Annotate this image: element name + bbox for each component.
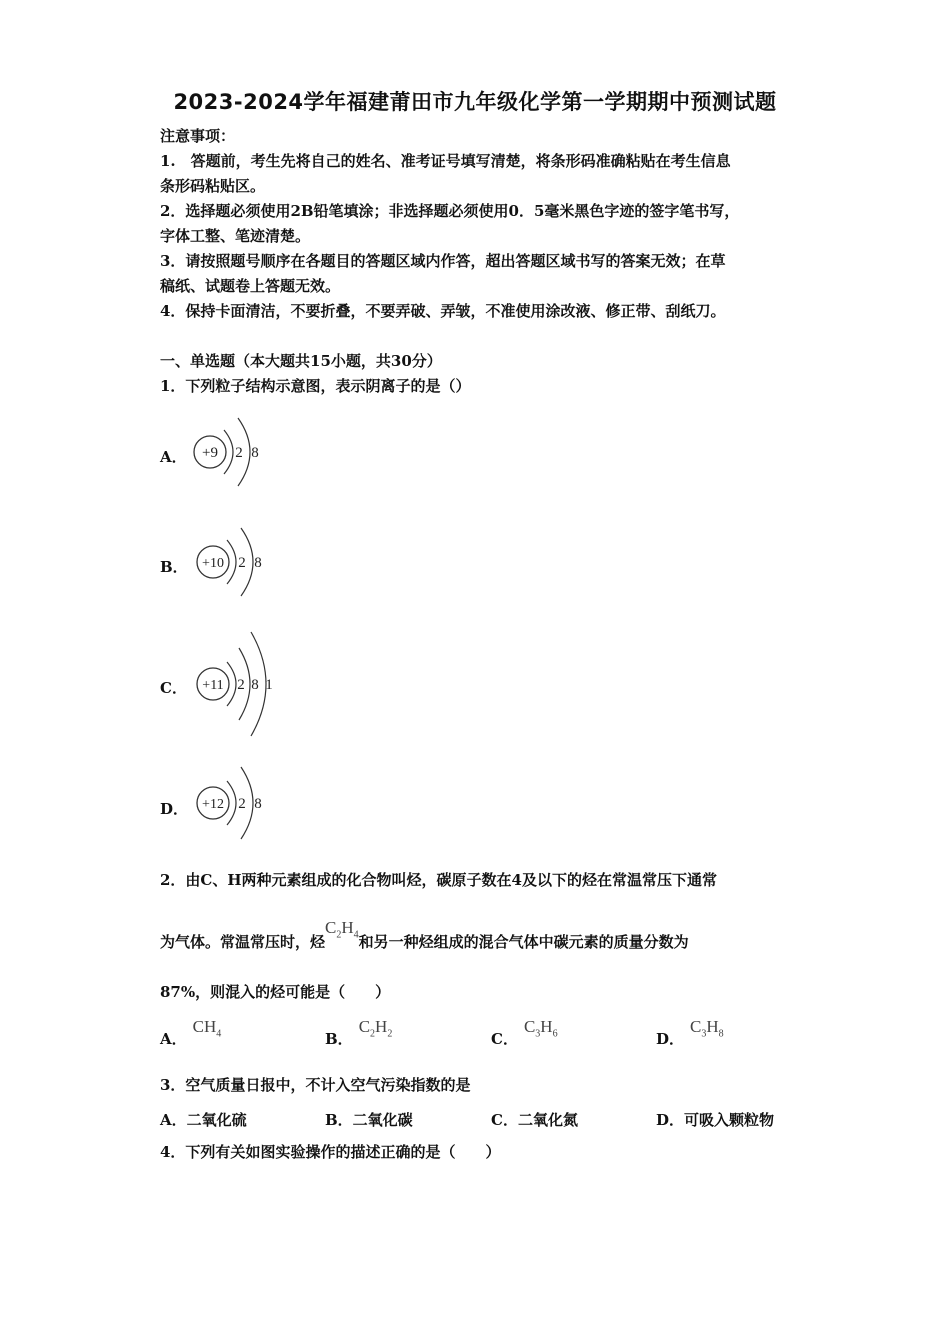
q3-option-a: A．二氧化硫 — [160, 1111, 247, 1129]
q3-option-b: B．二氧化碳 — [325, 1111, 413, 1129]
shell-3-electrons: 1 — [265, 677, 273, 693]
notice-line-7: 4．保持卡面清洁，不要折叠，不要弄破、弄皱，不准使用涂改液、修正带、刮纸刀。 — [160, 302, 726, 320]
shell-2-electrons: 8 — [251, 677, 259, 693]
question-2-line-3: 87%，则混入的烃可能是（ ） — [160, 983, 391, 1001]
notice-line-2: 条形码粘贴区。 — [160, 177, 266, 195]
question-3-stem: 3．空气质量日报中，不计入空气污染指数的是 — [160, 1076, 471, 1094]
page-title: 2023-2024学年福建莆田市九年级化学第一学期期中预测试题 — [173, 90, 777, 114]
shell-2-electrons: 8 — [254, 555, 262, 571]
q1-option-a-label: A． — [160, 448, 187, 466]
notice-line-4: 字体工整、笔迹清楚。 — [160, 227, 311, 245]
notice-line-1: 1. 答题前，考生先将自己的姓名、准考证号填写清楚，将条形码准确粘贴在考生信息 — [160, 152, 731, 170]
q2-option-a: A．$CH_4$ — [160, 1017, 222, 1048]
question-4-stem: 4．下列有关如图实验操作的描述正确的是（ ） — [160, 1143, 501, 1161]
q1-option-b-label: B． — [160, 558, 188, 576]
shell-1-electrons: 2 — [235, 445, 243, 461]
formula-c2h4: $C_2H_4$ — [325, 918, 359, 941]
shell-2-electrons: 8 — [251, 445, 259, 461]
q2-option-c: C．$C_3H_6$ — [491, 1017, 558, 1048]
q1-option-b-diagram — [193, 517, 283, 611]
q3-option-d: D．可吸入颗粒物 — [656, 1111, 775, 1129]
question-1-stem: 1．下列粒子结构示意图，表示阴离子的是（） — [160, 377, 471, 395]
q2-option-b: B．$C_2H_2$ — [325, 1017, 393, 1048]
shell-1-electrons: 2 — [238, 555, 246, 571]
q3-option-c: C．二氧化氮 — [491, 1111, 578, 1129]
q1-option-c-label: C． — [160, 679, 187, 697]
q1-option-c-diagram — [193, 628, 293, 742]
section-heading: 一、单选题（本大题共15小题，共30分） — [160, 352, 442, 370]
nucleus-charge: +12 — [202, 797, 224, 812]
q1-option-d-diagram — [193, 758, 283, 852]
nucleus-charge: +11 — [202, 678, 224, 693]
question-2-line-2: 为气体。常温常压时，烃$C_2H_4$和另一种烃组成的混合气体中碳元素的质量分数为 — [160, 918, 689, 951]
q1-option-d-label: D． — [160, 800, 189, 818]
nucleus-charge: +9 — [202, 445, 218, 461]
notice-heading: 注意事项： — [160, 127, 236, 145]
notice-line-3: 2．选择题必须使用2B铅笔填涂；非选择题必须使用0．5毫米黑色字迹的签字笔书写， — [160, 202, 740, 220]
shell-2-electrons: 8 — [254, 796, 262, 812]
question-2-line-1: 2．由C、H两种元素组成的化合物叫烃，碳原子数在4及以下的烃在常温常压下通常 — [160, 871, 717, 889]
shell-1-electrons: 2 — [238, 796, 246, 812]
q2-option-d: D．$C_3H_8$ — [656, 1017, 724, 1048]
q1-option-a-diagram — [190, 408, 280, 502]
notice-line-5: 3．请按照题号顺序在各题目的答题区域内作答，超出答题区域书写的答案无效；在草 — [160, 252, 726, 270]
shell-1-electrons: 2 — [237, 677, 245, 693]
nucleus-charge: +10 — [202, 556, 224, 571]
notice-line-6: 稿纸、试题卷上答题无效。 — [160, 277, 341, 295]
